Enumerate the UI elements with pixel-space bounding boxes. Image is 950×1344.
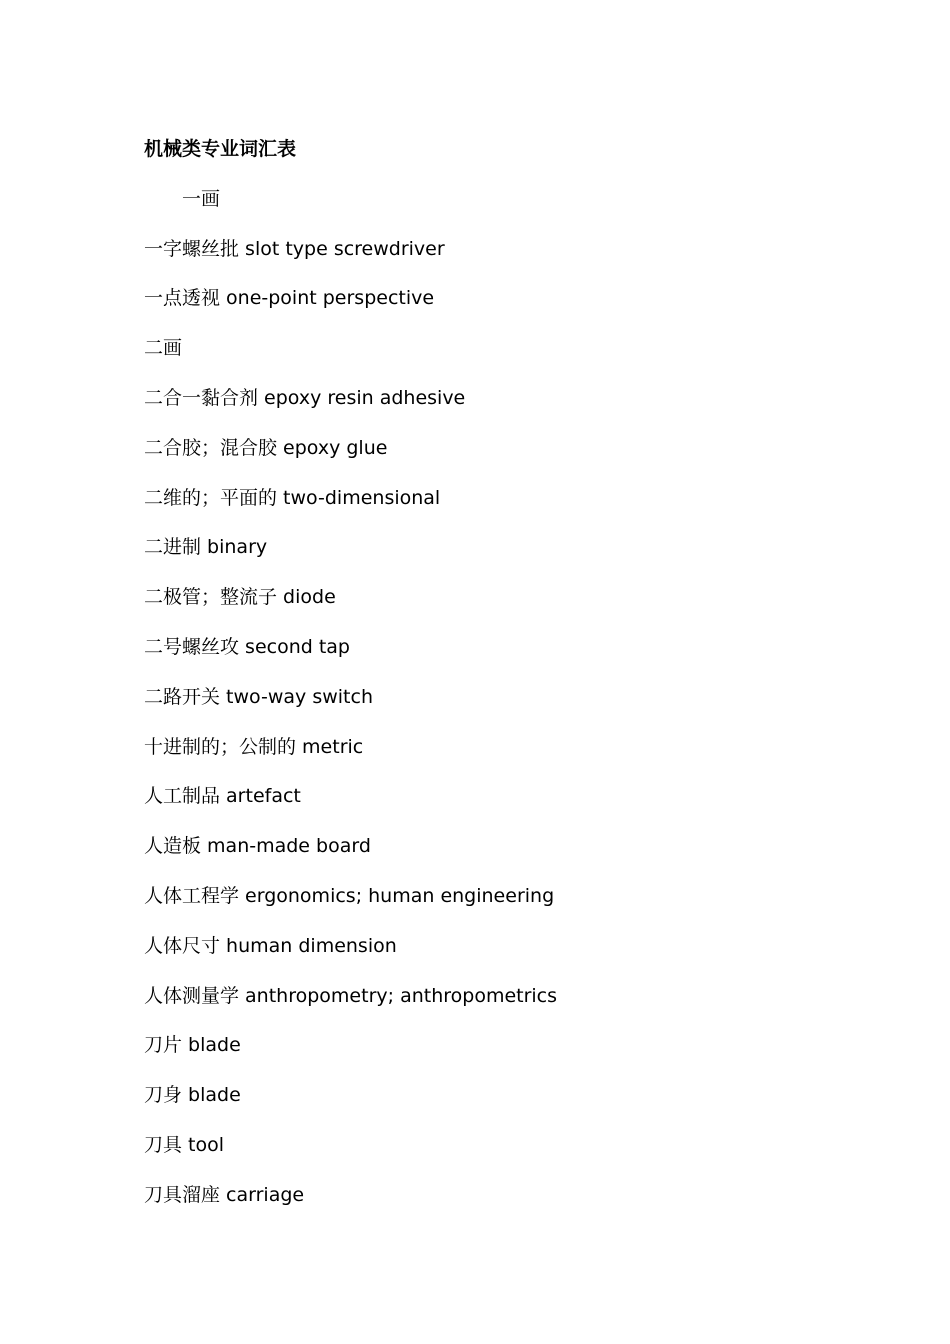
glossary-entry: 二号螺丝攻 second tap: [144, 635, 350, 658]
glossary-entry: 二进制 binary: [144, 536, 268, 559]
glossary-entry: 人体工程学 ergonomics; human engineering: [144, 884, 555, 907]
glossary-entry: 刀具溜座 carriage: [144, 1183, 305, 1206]
glossary-entry: 刀片 blade: [144, 1034, 241, 1057]
glossary-entry: 二路开关 two-way switch: [144, 685, 373, 708]
section-heading-two-strokes: 二画: [144, 337, 183, 360]
glossary-entry: 二维的；平面的 two-dimensional: [144, 486, 441, 509]
document-body: [144, 136, 844, 1232]
glossary-entry: 人体尺寸 human dimension: [144, 934, 397, 957]
glossary-entry: 人体测量学 anthropometry; anthropometrics: [144, 984, 558, 1007]
section-heading-one-stroke: 一画: [182, 187, 221, 210]
glossary-entry: 二合一黏合剂 epoxy resin adhesive: [144, 386, 466, 409]
glossary-entry: 二合胶；混合胶 epoxy glue: [144, 436, 388, 459]
glossary-entry: 人造板 man-made board: [144, 835, 371, 858]
document-title: 机械类专业词汇表: [144, 138, 297, 160]
glossary-entry: 一字螺丝批 slot type screwdriver: [144, 237, 445, 260]
glossary-entry: 人工制品 artefact: [144, 785, 301, 808]
glossary-entry: 二极管；整流子 diode: [144, 586, 336, 609]
glossary-entry: 一点透视 one-point perspective: [144, 287, 435, 310]
glossary-entry: 刀身 blade: [144, 1084, 241, 1107]
glossary-entry: 刀具 tool: [144, 1133, 225, 1156]
glossary-entry: 十进制的；公制的 metric: [144, 735, 364, 758]
